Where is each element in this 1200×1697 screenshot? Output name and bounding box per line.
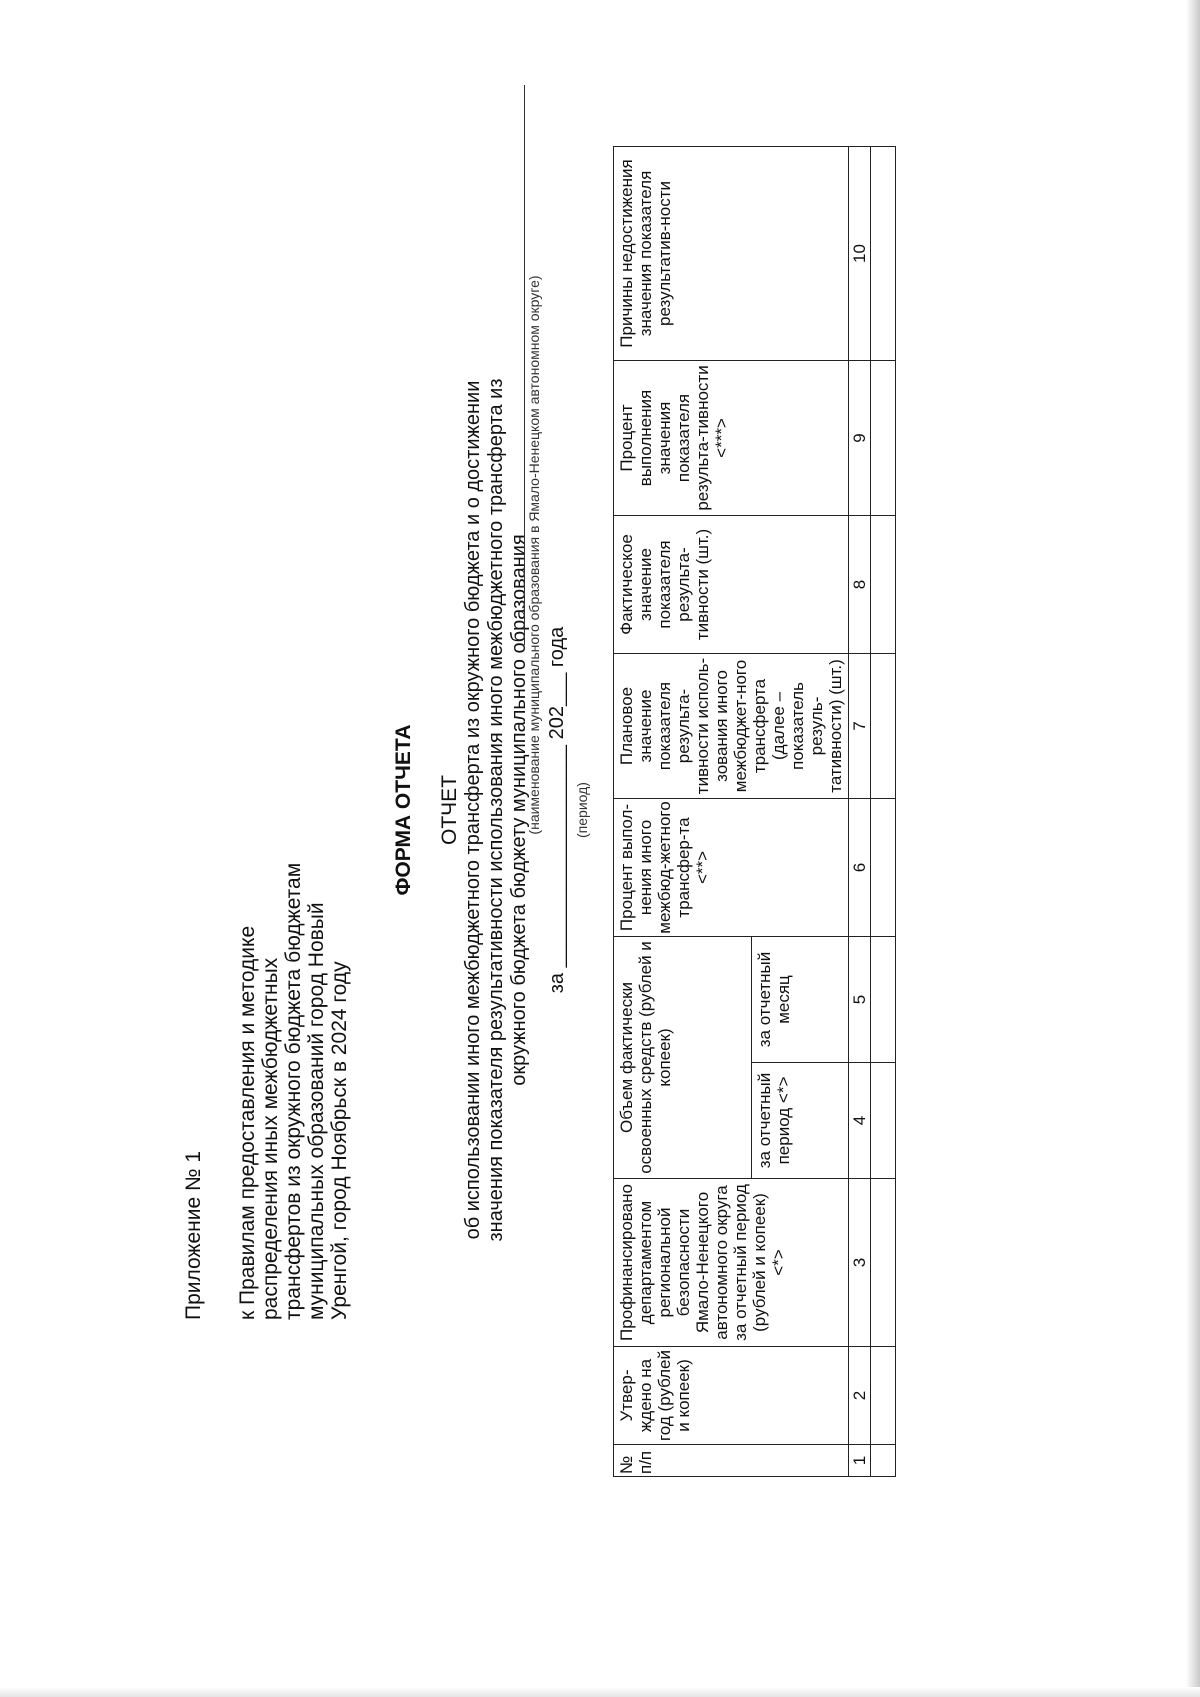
period-caption: (период) (574, 782, 590, 838)
column-number: 9 (849, 360, 871, 515)
table-cell (871, 515, 896, 653)
header-cell: Профинансировано департаментом региональной безопасности Ямало-Ненецкого автономного округа за отчетный период (рублей и копеек) <*> (614, 1179, 849, 1347)
header-group-cell: Объем фактически освоенных средств (рублей и копеек) (614, 936, 752, 1178)
report-title: ОТЧЕТ (438, 775, 461, 845)
table-header-row (614, 146, 752, 1476)
table-cell (871, 146, 896, 360)
annex-title: Приложение № 1 (182, 1150, 205, 1320)
table-cell (871, 1445, 896, 1477)
table-cell (871, 1179, 896, 1347)
column-number: 3 (849, 1179, 871, 1347)
rotated-page-content (40, 55, 1040, 1565)
page-edge-shadow (1186, 0, 1200, 1697)
table-empty-row (871, 146, 896, 1476)
table-cell (871, 360, 896, 515)
report-table (613, 146, 896, 1477)
table-cell (871, 1063, 896, 1179)
header-cell: № п/п (614, 1445, 849, 1477)
annex-subtitle: к Правилам предоставления и методике распределения иных межбюджетных трансфертов из окружного бюджета бюджетам муниципальных образований город Новый Уренгой, город Ноябрьск в 2024 году (236, 862, 351, 1320)
header-cell: за отчетный период <*> (751, 1063, 848, 1179)
column-number: 10 (849, 146, 871, 360)
header-cell: за отчетный месяц (751, 936, 848, 1062)
column-number: 6 (849, 798, 871, 936)
header-cell: Процент выпол-нения иного межбюд-жетного трансфер-та <**> (614, 798, 849, 936)
column-number: 8 (849, 515, 871, 653)
table-number-row (849, 146, 871, 1476)
column-number: 5 (849, 936, 871, 1062)
report-description: об использовании иного межбюджетного трансферта из окружного бюджета и о достижении значения показателя результативности использования иного межбюджетного трансферта из окружного бюджета бюджету муниципального образования (462, 378, 530, 1242)
column-number: 4 (849, 1063, 871, 1179)
table-cell (871, 653, 896, 798)
municipality-name-line (502, 85, 525, 645)
header-cell: Причины недостижения значения показателя результатив-ности (614, 146, 849, 360)
table-cell (871, 798, 896, 936)
period-line: за ____________________ 202___ года (546, 626, 568, 994)
column-number: 7 (849, 653, 871, 798)
municipality-name-caption: (наименование муниципального образования в Ямало-Ненецком автономном округе) (526, 275, 542, 835)
page-bottom-shadow (0, 1687, 1200, 1697)
header-cell: Процент выполнения значения показателя результа-тивности <***> (614, 360, 849, 515)
column-number: 2 (849, 1347, 871, 1445)
form-title: ФОРМА ОТЧЕТА (392, 724, 415, 896)
column-number: 1 (849, 1445, 871, 1477)
table-cell (871, 1347, 896, 1445)
header-cell: Утвер-ждено на год (рублей и копеек) (614, 1347, 849, 1445)
header-cell: Фактическое значение показателя результа-тивности (шт.) (614, 515, 849, 653)
table-cell (871, 936, 896, 1062)
header-cell: Плановое значение показателя результа-тивности исполь-зования иного межбюджет-ного трансферта (далее – показатель резуль-тативности) (шт.) (614, 653, 849, 798)
